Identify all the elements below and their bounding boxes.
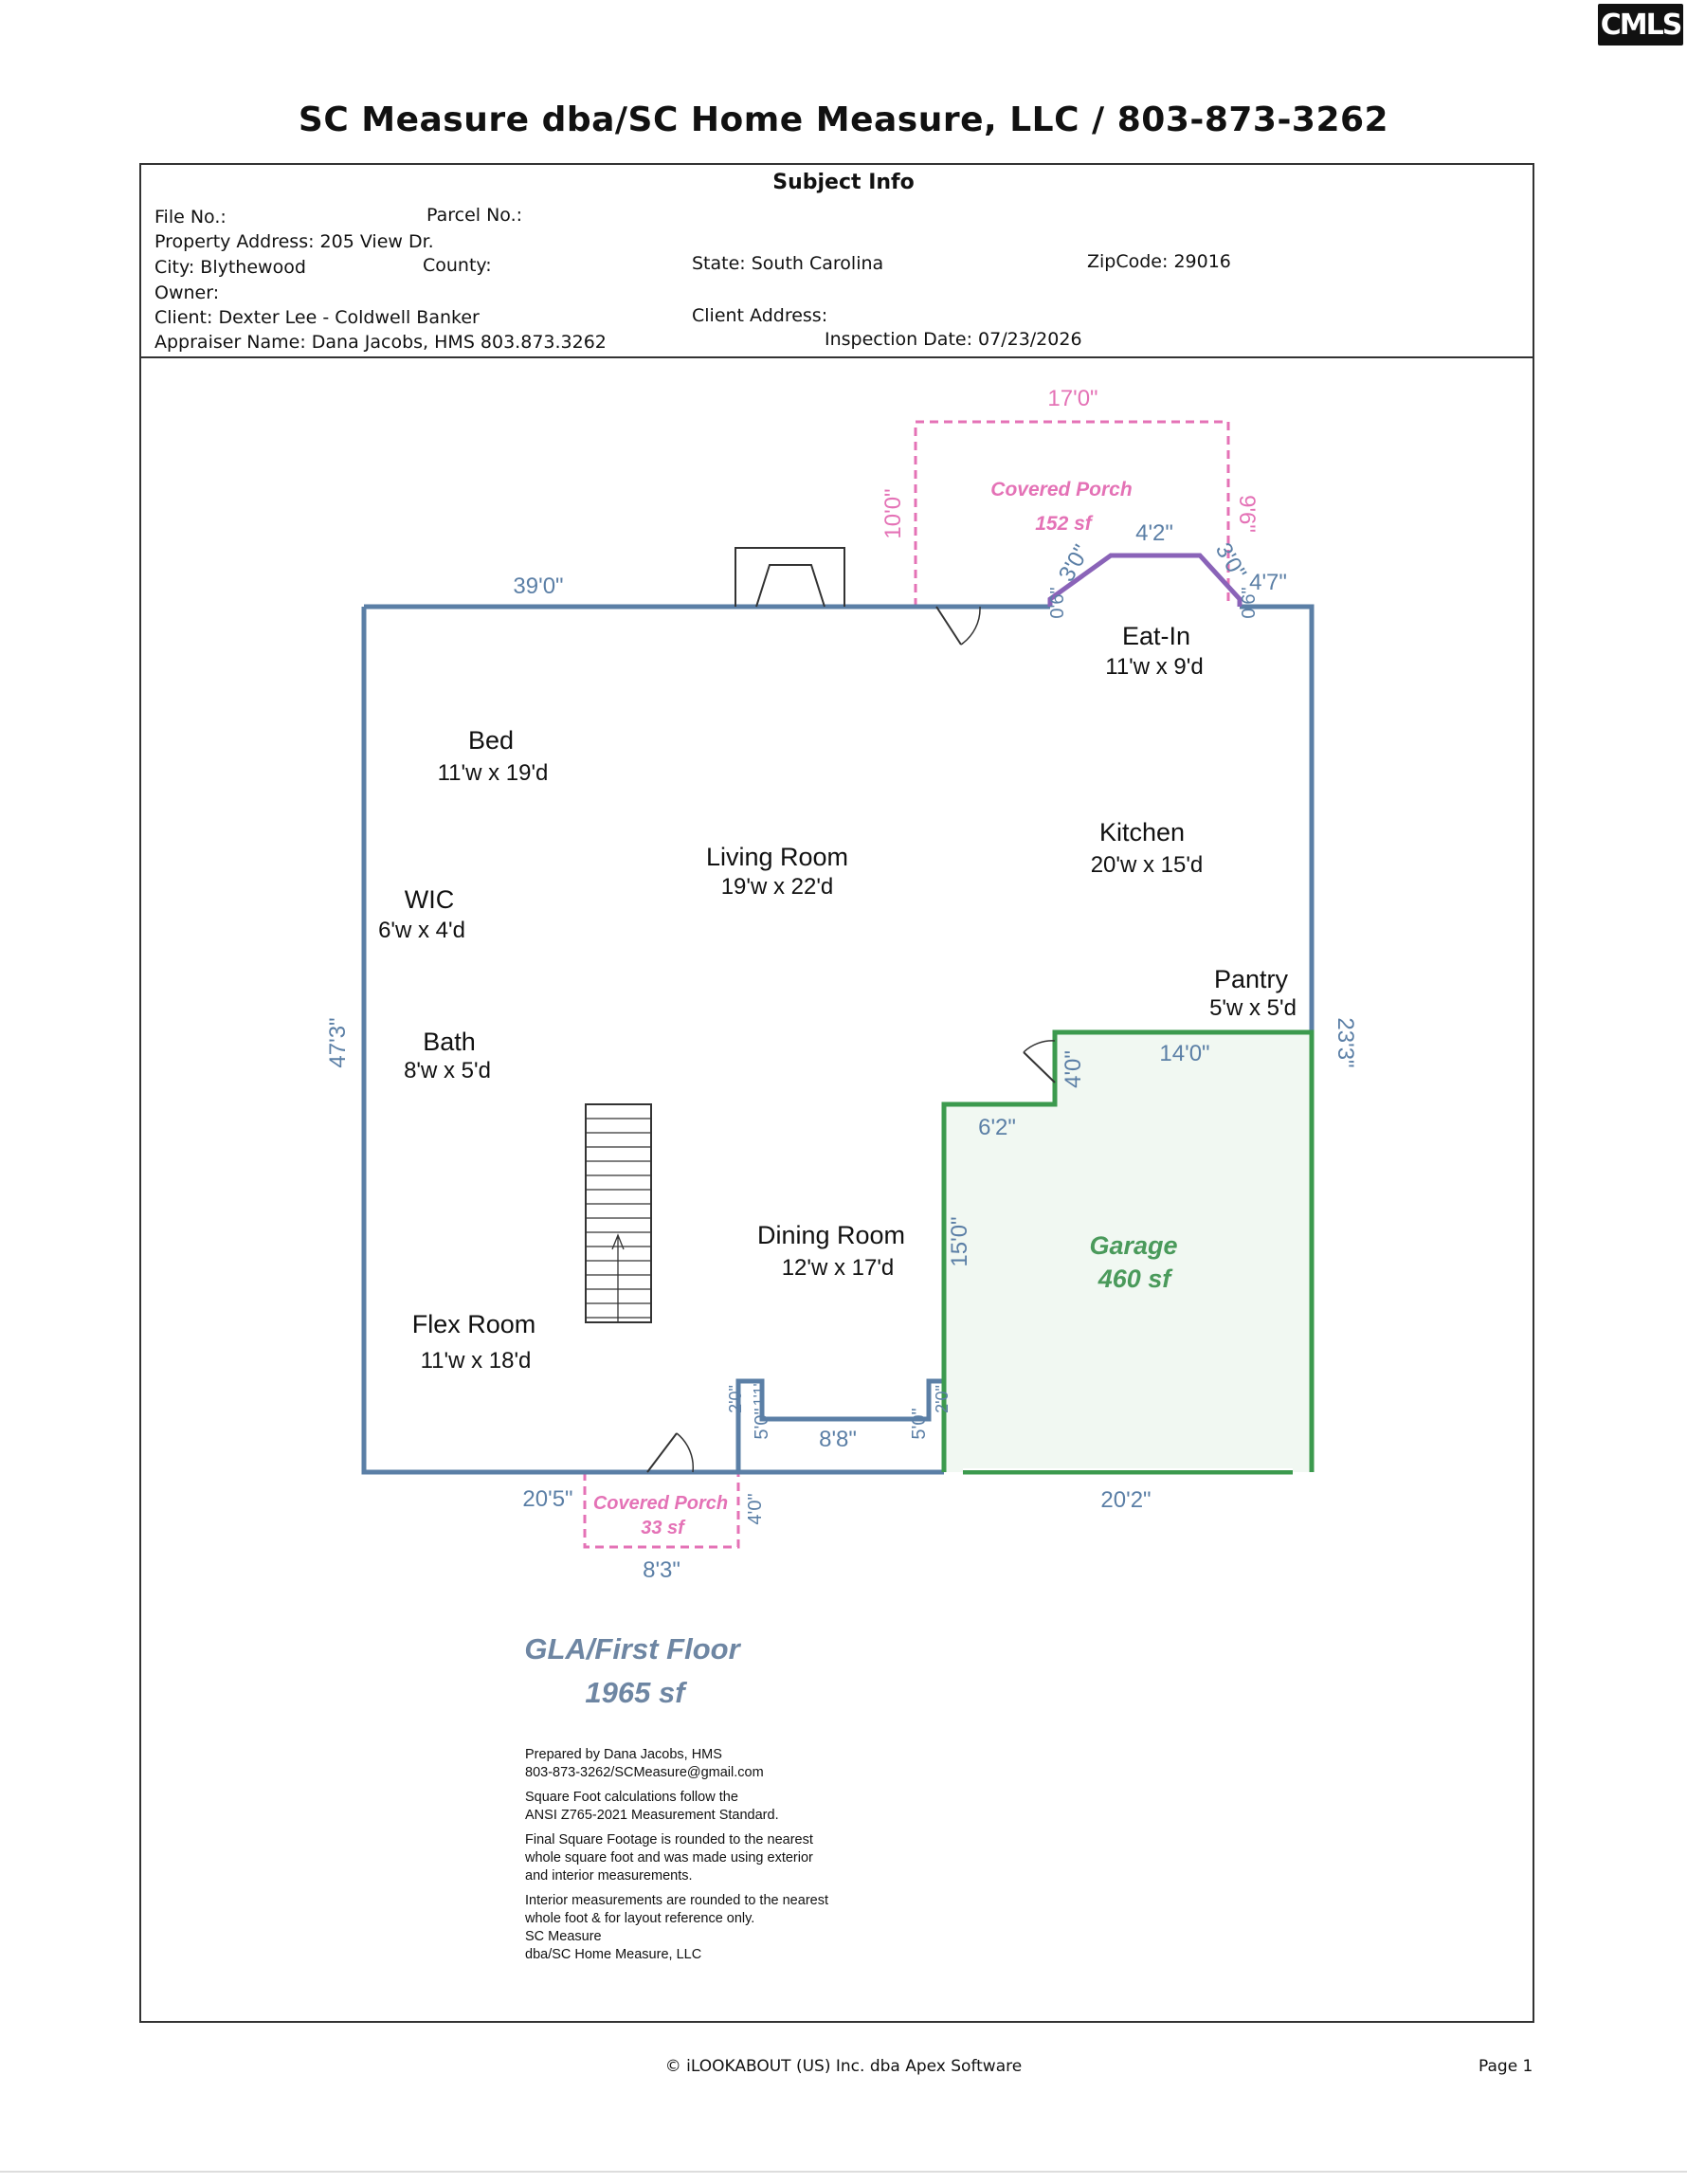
dim-garage-step: 4'0": [1061, 1050, 1086, 1088]
footer-page-number: Page 1: [1478, 2057, 1533, 2076]
city: City: Blythewood: [154, 257, 306, 278]
porch-top-name: Covered Porch: [990, 479, 1133, 500]
note-line: Final Square Footage is rounded to the nearest: [525, 1832, 813, 1847]
county: County:: [423, 255, 492, 276]
dim-notch-left-b: 5'0": [752, 1408, 772, 1440]
room-pantry-size: 5'w x 5'd: [1209, 995, 1297, 1021]
dim-notch-right-b: 2'0": [933, 1385, 952, 1413]
garage-name: Garage: [1089, 1231, 1178, 1260]
room-kitchen-size: 20'w x 15'd: [1090, 852, 1204, 878]
room-dining-name: Dining Room: [756, 1221, 906, 1249]
preparer-notes: [525, 1746, 828, 1964]
door-bottom: [647, 1433, 677, 1472]
dim-bay-side-left: 3'0": [1053, 540, 1096, 587]
room-dining-size: 12'w x 17'd: [781, 1255, 895, 1281]
dim-bay-front: 4'2": [1135, 520, 1173, 546]
owner: Owner:: [154, 282, 220, 303]
room-flex-size: 11'w x 18'd: [420, 1348, 532, 1374]
room-eatin-name: Eat-In: [1121, 622, 1191, 650]
room-bath-size: 8'w x 5'd: [404, 1058, 491, 1083]
door-top: [936, 607, 961, 645]
room-wic-size: 6'w x 4'd: [378, 918, 465, 943]
door-bottom-swing: [677, 1433, 693, 1472]
room-bath-name: Bath: [423, 1028, 476, 1056]
note-line: dba/SC Home Measure, LLC: [525, 1947, 702, 1962]
client: Client: Dexter Lee - Coldwell Banker: [154, 307, 480, 328]
state: State: South Carolina: [692, 253, 884, 274]
stairs-arrow: [612, 1235, 624, 1322]
dim-porch-top-right: 9'6": [1234, 495, 1260, 533]
client-address: Client Address:: [692, 305, 828, 326]
dim-bay-depth-right: 0'6": [1239, 587, 1260, 619]
note-line: and interior measurements.: [525, 1868, 693, 1884]
parcel-no: Parcel No.:: [426, 205, 523, 226]
room-living-name: Living Room: [705, 843, 849, 871]
dim-top-wall: 39'0": [513, 573, 564, 599]
garage-door-interior-swing: [1024, 1041, 1055, 1052]
dim-notch-right-a: 5'0": [909, 1408, 930, 1440]
inspection-date: Inspection Date: 07/23/2026: [825, 329, 1082, 350]
dim-notch-mid: 8'8": [819, 1427, 857, 1452]
note-line: SC Measure: [525, 1929, 602, 1944]
page-title: SC Measure dba/SC Home Measure, LLC / 803-873-3262: [298, 100, 1389, 139]
garage-sf: 460 sf: [1097, 1265, 1171, 1293]
room-kitchen-name: Kitchen: [1098, 818, 1186, 846]
property-address: Property Address: 205 View Dr.: [154, 231, 434, 252]
room-flex-name: Flex Room: [411, 1310, 536, 1338]
dim-notch-left-c: 1'1": [752, 1380, 768, 1407]
dim-porch-bottom-depth: 4'0": [745, 1493, 766, 1525]
fireplace: [735, 548, 844, 607]
note-line: whole square foot and was made using exterior: [525, 1850, 813, 1866]
room-bed-name: Bed: [467, 726, 515, 755]
note-line: Square Foot calculations follow the: [525, 1790, 738, 1805]
gla-name: GLA/First Floor: [524, 1632, 740, 1665]
note-line: Prepared by Dana Jacobs, HMS: [525, 1747, 722, 1762]
room-pantry-name: Pantry: [1213, 965, 1289, 993]
dim-right-top-seg: 4'7": [1249, 570, 1287, 595]
note-line: 803-873-3262/SCMeasure@gmail.com: [525, 1765, 764, 1780]
stairs: [586, 1104, 651, 1322]
dim-left-wall: 47'3": [325, 1017, 351, 1068]
footer-copyright: © iLOOKABOUT (US) Inc. dba Apex Software: [664, 2057, 1023, 2076]
dim-garage-left: 15'0": [947, 1216, 972, 1267]
room-eatin-size: 11'w x 9'd: [1105, 654, 1204, 680]
appraiser-name: Appraiser Name: Dana Jacobs, HMS 803.873.3262: [154, 332, 607, 353]
note-line: whole foot & for layout reference only.: [525, 1911, 755, 1926]
zipcode: ZipCode: 29016: [1087, 251, 1231, 272]
dim-right-wall: 23'3": [1333, 1017, 1358, 1068]
door-top-swing: [961, 607, 980, 645]
room-living-size: 19'w x 22'd: [720, 874, 834, 900]
dim-porch-bottom-width: 8'3": [643, 1557, 680, 1583]
note-line: [525, 1885, 828, 1892]
porch-bottom-sf: 33 sf: [641, 1518, 684, 1538]
gla-sf: 1965 sf: [585, 1676, 685, 1709]
dim-bottom-left: 20'5": [522, 1486, 573, 1512]
note-line: Interior measurements are rounded to the nearest: [525, 1893, 828, 1908]
file-no: File No.:: [154, 207, 227, 228]
dim-bay-depth-left: 0'6": [1047, 587, 1068, 619]
dim-garage-top: 14'0": [1159, 1041, 1210, 1066]
subject-info-title: Subject Info: [772, 171, 915, 194]
page-bottom-edge: [0, 2171, 1687, 2173]
dim-bay-side-right: 3'0": [1209, 538, 1252, 585]
note-line: [525, 1825, 828, 1831]
dim-garage-bottom: 20'2": [1100, 1487, 1152, 1513]
note-line: ANSI Z765-2021 Measurement Standard.: [525, 1808, 779, 1823]
room-wic-name: WIC: [404, 885, 455, 914]
note-line: [525, 1782, 828, 1789]
porch-bottom-name: Covered Porch: [592, 1493, 729, 1514]
garage-door-interior: [1024, 1052, 1055, 1083]
room-bed-size: 11'w x 19'd: [437, 760, 549, 786]
porch-top-sf: 152 sf: [1035, 513, 1092, 535]
logo-text: CMLS: [1600, 8, 1681, 42]
dim-garage-left-top: 6'2": [978, 1115, 1016, 1140]
dim-porch-top-width: 17'0": [1047, 386, 1098, 411]
dim-porch-top-left: 10'0": [880, 488, 906, 539]
dim-notch-left-a: 2'0": [726, 1385, 745, 1413]
